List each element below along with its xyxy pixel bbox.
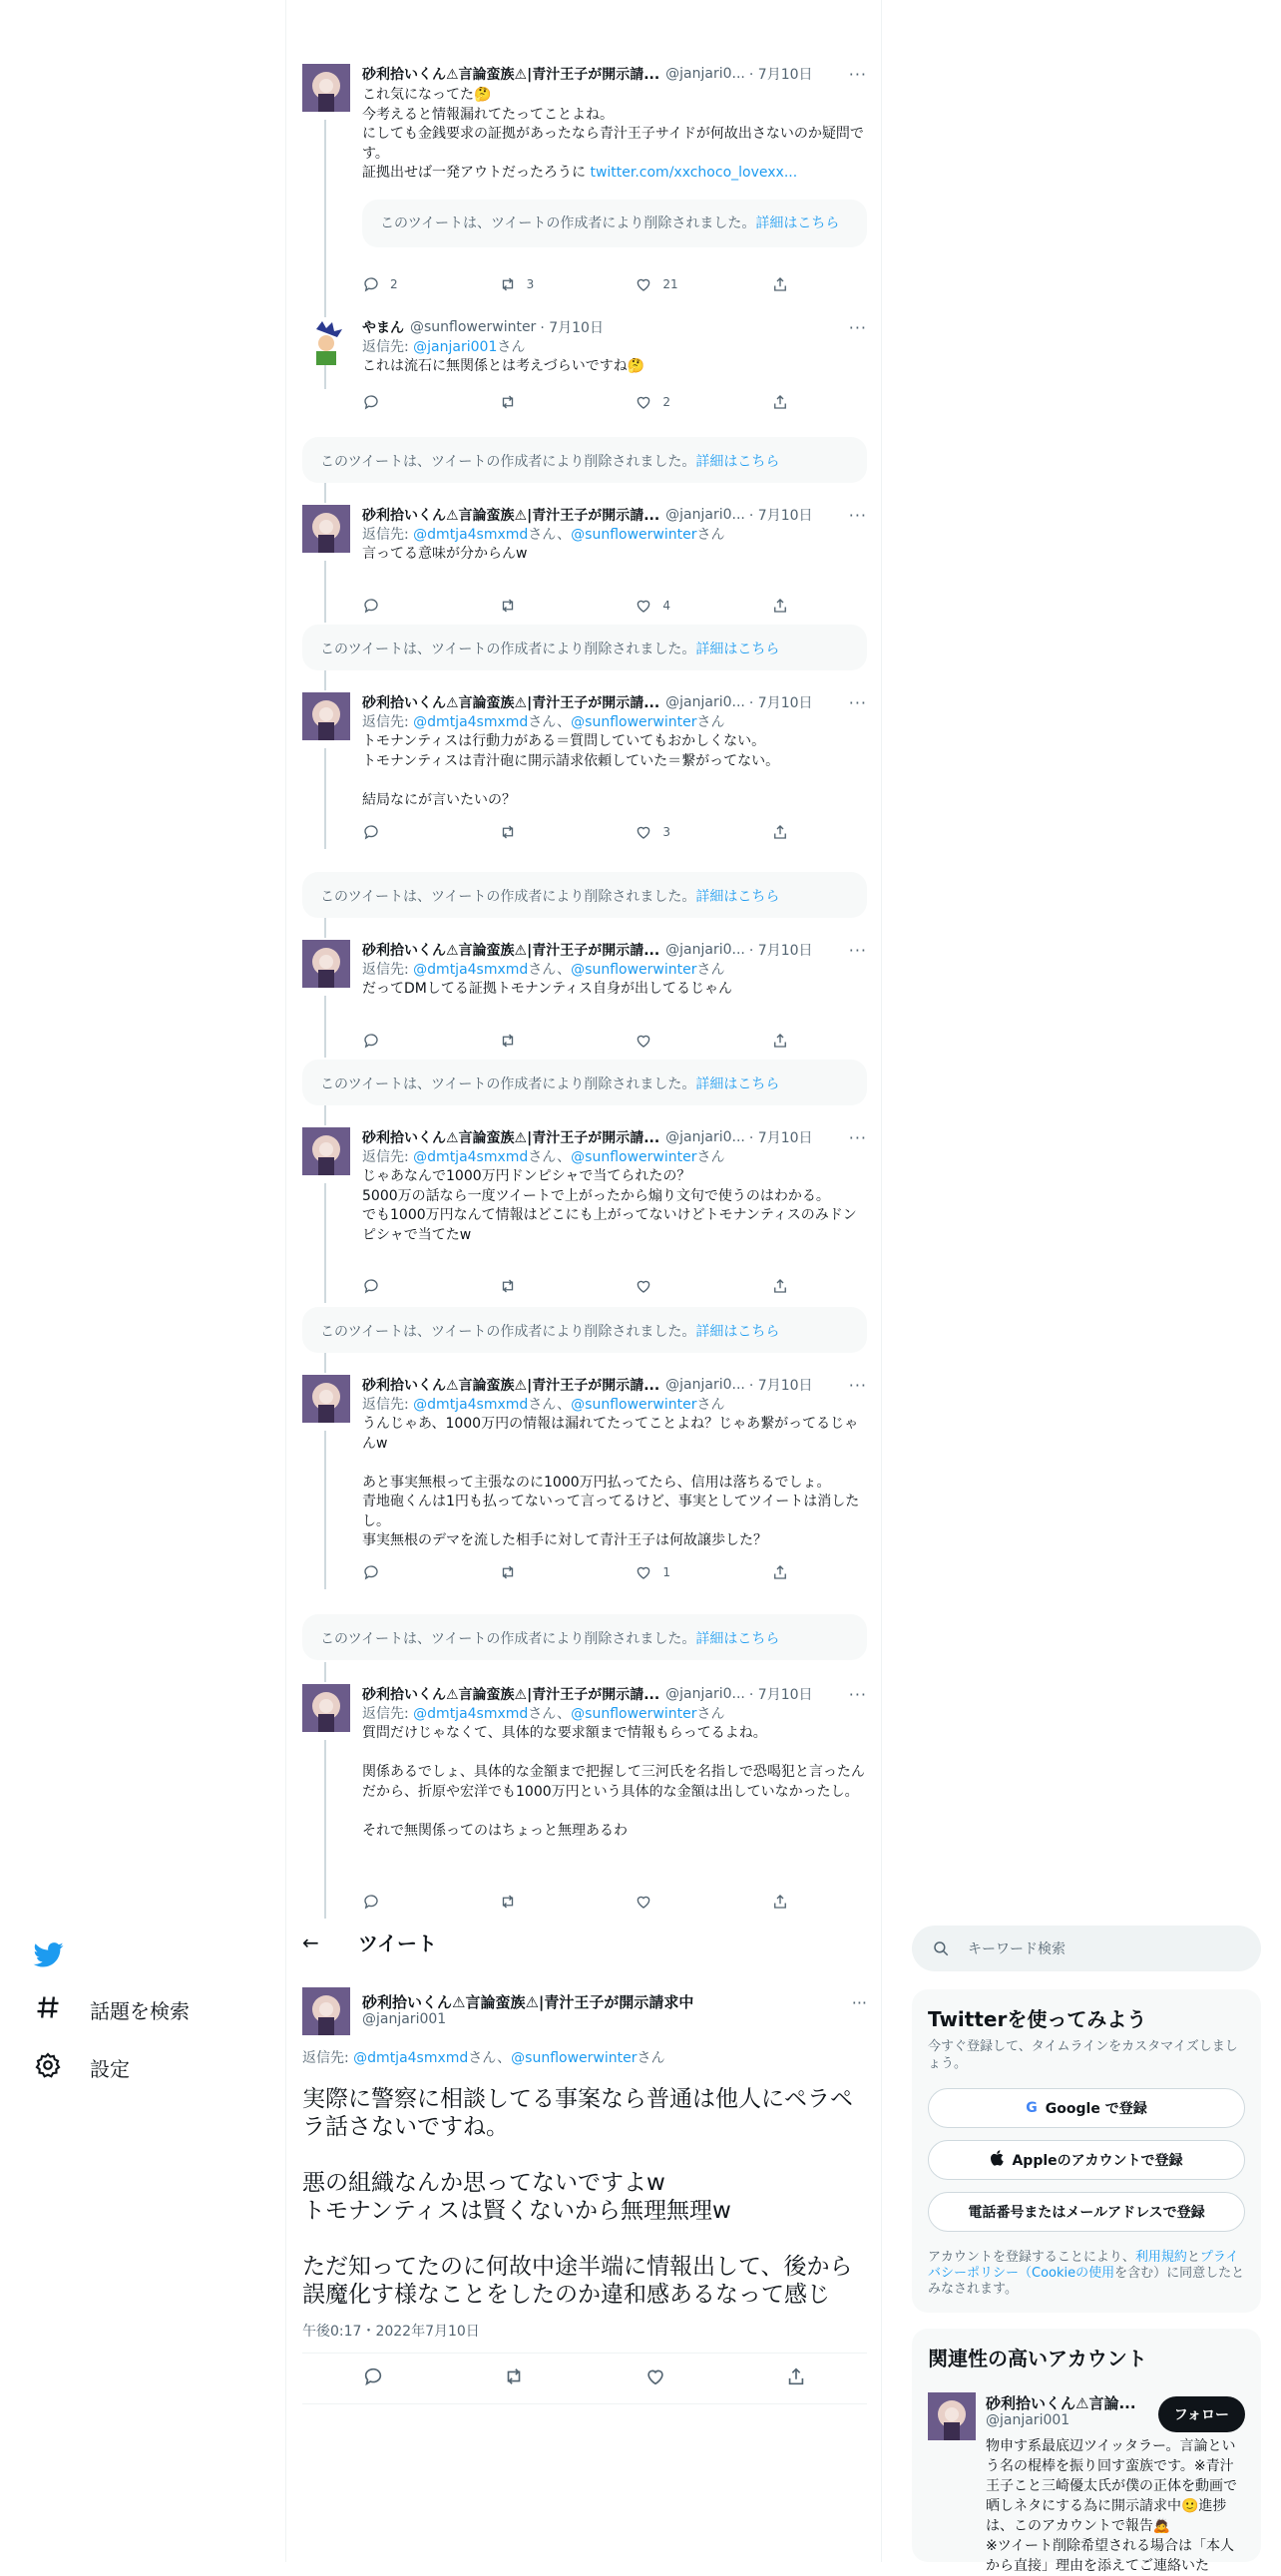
heart-icon xyxy=(644,2365,666,2387)
nav-explore-label: 話題を検索 xyxy=(90,1999,190,2023)
share-button[interactable] xyxy=(771,1563,801,1581)
details-link[interactable]: 詳細はこちら xyxy=(695,1076,780,1092)
deleted-text: このツイートは、ツイートの作成者により削除されました。 xyxy=(320,454,696,470)
details-link[interactable]: 詳細はこちら xyxy=(695,454,780,470)
tweet-actions xyxy=(362,1893,801,1911)
author-handle[interactable]: @janjari0... xyxy=(665,66,745,82)
deleted-text: このツイートは、ツイートの作成者により削除されました。 xyxy=(320,1324,696,1340)
share-button[interactable] xyxy=(785,2365,807,2391)
avatar[interactable] xyxy=(302,317,350,365)
more-icon[interactable]: ··· xyxy=(848,1127,867,1147)
reply-prefix: 返信先: xyxy=(362,1149,414,1165)
reply-suffix: さん xyxy=(497,339,526,355)
like-button[interactable] xyxy=(635,1563,744,1581)
thread-line xyxy=(324,670,326,690)
reply-button[interactable] xyxy=(362,823,472,841)
related-title: 関連性の高いアカウント xyxy=(928,2347,1147,2370)
reply-context xyxy=(362,1395,867,1415)
like-count: 2 xyxy=(662,395,670,409)
signup-subtitle: 今すぐ登録して、タイムラインをカスタマイズしましょう。 xyxy=(928,2039,1238,2071)
deleted-tweet-notice[interactable] xyxy=(302,1614,867,1660)
legal-prefix: アカウントを登録することにより、 xyxy=(928,2250,1135,2265)
timeline xyxy=(285,0,882,2562)
details-link[interactable]: 詳細はこちら xyxy=(695,1324,780,1340)
search-input[interactable] xyxy=(912,1926,1261,1971)
share-icon xyxy=(771,1277,789,1295)
tweet-actions xyxy=(362,823,801,841)
reply-user-link[interactable]: @dmtja4smxmd xyxy=(413,527,529,543)
thread-line xyxy=(324,1353,326,1373)
thread-line xyxy=(324,1183,326,1303)
reply-context xyxy=(362,337,867,357)
reply-user-link[interactable]: @dmtja4smxmd xyxy=(413,1397,529,1413)
reply-separator: さん、 xyxy=(528,1149,572,1165)
tweet-date[interactable]: · 7月10日 xyxy=(748,1378,813,1394)
reply-user-link[interactable]: @sunflowerwinter xyxy=(571,1397,697,1413)
thread-line xyxy=(324,1740,326,1919)
author-handle[interactable]: @janjari001 xyxy=(362,2011,447,2027)
reply-count: 2 xyxy=(390,277,398,291)
reply-icon xyxy=(362,823,380,841)
avatar[interactable] xyxy=(928,2392,976,2440)
heart-icon xyxy=(635,393,652,411)
author-handle[interactable]: @sunflowerwinter xyxy=(410,319,537,335)
nav-settings-label: 設定 xyxy=(90,2057,130,2081)
reply-suffix: さん xyxy=(696,1149,725,1165)
heart-icon xyxy=(635,275,652,293)
tweet-text: これ気になってた🤔 今考えると情報漏れてたってことよね。 にしても金銭要求の証拠があったなら青汁王子サイドが何故出さないのか疑問です。 証拠出せば一発アウトだったろうに xyxy=(362,87,864,181)
retweet-button[interactable] xyxy=(499,1893,609,1911)
deleted-tweet-notice[interactable] xyxy=(302,1307,867,1353)
author-handle[interactable]: @janjari0... xyxy=(665,1129,745,1145)
retweet-icon xyxy=(499,1563,517,1581)
tweet-date[interactable]: · 7月10日 xyxy=(748,67,813,83)
back-arrow-icon[interactable]: ← xyxy=(302,1930,319,1954)
deleted-tweet-notice[interactable] xyxy=(302,625,867,670)
apple-signup-button[interactable] xyxy=(928,2140,1245,2180)
avatar[interactable] xyxy=(302,505,350,553)
apple-icon xyxy=(990,2150,1004,2170)
reply-user-link[interactable]: @sunflowerwinter xyxy=(571,1149,697,1165)
tweet-text: じゃあなんで1000万円ドンピシャで当てられたの？ 5000万の話なら一度ツイートで上がったから煽り文句で使うのはわかる。 でも1000万円なんて情報はどこにも上がってないけどトモナンティスのみドンピシャで当てたw xyxy=(362,1168,857,1243)
tweet-date[interactable]: · 7月10日 xyxy=(748,1130,813,1146)
reply-suffix: さん xyxy=(696,1397,725,1413)
thread-line xyxy=(324,1105,326,1125)
tweet-actions xyxy=(362,393,801,411)
deleted-tweet-notice[interactable] xyxy=(302,1060,867,1105)
quoted-deleted-tweet[interactable] xyxy=(362,200,867,247)
reply-suffix: さん xyxy=(696,962,725,978)
reply-context xyxy=(362,712,867,732)
share-button[interactable] xyxy=(771,393,801,411)
reply-prefix: 返信先: xyxy=(302,2050,354,2066)
author-handle[interactable]: @janjari0... xyxy=(665,694,745,710)
heart-icon xyxy=(635,1277,652,1295)
page-title: ツイート xyxy=(358,1932,437,1955)
legal-and: と xyxy=(1186,2250,1200,2265)
reply-suffix: さん xyxy=(696,527,725,543)
reply-button[interactable] xyxy=(362,1893,472,1911)
related-account-handle[interactable]: @janjari001 xyxy=(986,2412,1070,2428)
share-icon xyxy=(771,1893,789,1911)
tweet-actions xyxy=(362,1032,801,1050)
reply-user-link[interactable]: @sunflowerwinter xyxy=(571,714,697,730)
reply-separator: さん、 xyxy=(468,2050,512,2066)
more-icon[interactable]: ··· xyxy=(848,692,867,712)
thread-line xyxy=(324,1431,326,1589)
reply-user-link[interactable]: @dmtja4smxmd xyxy=(413,714,529,730)
reply-button[interactable] xyxy=(362,393,472,411)
reply-icon xyxy=(362,1277,380,1295)
gear-icon xyxy=(34,2051,62,2084)
reply-separator: さん、 xyxy=(528,1397,572,1413)
reply-prefix: 返信先: xyxy=(362,339,414,355)
tweet-date[interactable]: · 7月10日 xyxy=(748,508,813,524)
heart-icon xyxy=(635,1563,652,1581)
hashtag-icon xyxy=(34,1993,62,2026)
search-icon xyxy=(932,1939,950,1957)
tweet-date[interactable]: · 7月10日 xyxy=(540,320,604,336)
author-name[interactable]: 砂利拾いくん⚠言論蛮族⚠|青汁王子が開示請... xyxy=(362,508,660,524)
avatar[interactable] xyxy=(302,64,350,112)
reply-button[interactable] xyxy=(362,1032,472,1050)
reply-prefix: 返信先: xyxy=(362,714,414,730)
author-name[interactable]: 砂利拾いくん⚠言論蛮族⚠|青汁王子が開示請... xyxy=(362,1687,660,1703)
like-button[interactable] xyxy=(635,597,744,615)
share-button[interactable] xyxy=(771,275,801,293)
retweet-icon xyxy=(499,823,517,841)
tweet-text: 言ってる意味が分からんw xyxy=(362,546,528,562)
like-count: 4 xyxy=(662,598,670,613)
tweet-date[interactable]: · 7月10日 xyxy=(748,943,813,959)
reply-button[interactable] xyxy=(362,1277,472,1295)
reply-icon xyxy=(362,275,380,293)
main-tweet-actions xyxy=(302,2353,867,2404)
heart-icon xyxy=(635,1893,652,1911)
privacy-link[interactable]: プライバシーポリシー（Cookieの使用 xyxy=(928,2250,1239,2281)
reply-icon xyxy=(362,1893,380,1911)
tweet-actions xyxy=(362,1277,801,1295)
like-count: 1 xyxy=(662,1565,670,1579)
reply-user-link[interactable]: @dmtja4smxmd xyxy=(353,2050,469,2066)
author-handle[interactable]: @janjari0... xyxy=(665,1377,745,1393)
retweet-icon xyxy=(499,597,517,615)
signup-card xyxy=(912,1989,1261,2313)
tweet-date[interactable]: · 7月10日 xyxy=(748,1687,813,1703)
reply-icon xyxy=(362,1563,380,1581)
author-name[interactable]: 砂利拾いくん⚠言論蛮族⚠|青汁王子が開示請... xyxy=(362,1130,660,1146)
retweet-icon xyxy=(499,1893,517,1911)
avatar[interactable] xyxy=(302,940,350,988)
like-button[interactable] xyxy=(635,1032,744,1050)
search-placeholder: キーワード検索 xyxy=(968,1941,1066,1957)
related-accounts-card xyxy=(912,2329,1261,2574)
reply-user-link[interactable]: @dmtja4smxmd xyxy=(413,1149,529,1165)
reply-user-link[interactable]: @sunflowerwinter xyxy=(571,962,697,978)
share-icon xyxy=(771,275,789,293)
google-signup-label: Google で登録 xyxy=(1045,2101,1147,2117)
nav-settings[interactable] xyxy=(34,2051,130,2084)
signup-title: Twitterを使ってみよう xyxy=(928,2007,1147,2031)
heart-icon xyxy=(635,597,652,615)
author-handle[interactable]: @janjari0... xyxy=(665,942,745,958)
like-button[interactable] xyxy=(635,1277,744,1295)
like-button[interactable] xyxy=(635,823,744,841)
reply-suffix: さん xyxy=(696,1706,725,1722)
details-link[interactable]: 詳細はこちら xyxy=(755,215,840,231)
google-icon: G xyxy=(1026,2100,1038,2116)
retweet-button[interactable] xyxy=(499,1563,609,1581)
retweet-icon xyxy=(499,1032,517,1050)
reply-prefix: 返信先: xyxy=(362,962,414,978)
detail-header xyxy=(286,1916,883,1968)
reply-context xyxy=(362,1147,867,1167)
legal-notice xyxy=(928,2250,1245,2298)
deleted-text: このツイートは、ツイートの作成者により削除されました。 xyxy=(320,642,696,657)
related-account-name[interactable]: 砂利拾いくん⚠言論... xyxy=(986,2394,1136,2412)
like-button[interactable] xyxy=(635,1893,744,1911)
share-icon xyxy=(771,393,789,411)
tweet-text: これは流石に無関係とは考えづらいですね🤔 xyxy=(362,358,645,374)
tweet-text: うんじゃあ、1000万円の情報は漏れてたってことよね？じゃあ繋がってるじゃんw あと事実無根って主張なのに1000万円払ってたら、信用は落ちるでしょ。 青地砲くんは1円も払ってないって言ってるけど、事実としてツイートは消したし。 事実無根のデマを流した相手に対して青汁王子は何故譲歩した？ xyxy=(362,1416,860,1548)
thread-line xyxy=(324,748,326,849)
tweet-text: トモナンティスは行動力がある＝質問していてもおかしくない。 トモナンティスは青汁砲に開示請求依頼していた＝繋がってない。 結局なにが言いたいの？ xyxy=(362,733,780,808)
thread-line xyxy=(324,918,326,938)
phone-email-signup-label: 電話番号またはメールアドレスで登録 xyxy=(968,2205,1205,2221)
retweet-button[interactable] xyxy=(499,275,609,293)
tweet-date[interactable]: · 7月10日 xyxy=(748,695,813,711)
reply-separator: さん、 xyxy=(528,527,572,543)
author-handle[interactable]: @janjari0... xyxy=(665,1686,745,1702)
tweet-timestamp[interactable]: 午後0:17・2022年7月10日 xyxy=(302,2324,480,2340)
like-count: 3 xyxy=(662,824,670,839)
retweet-icon xyxy=(503,2365,525,2387)
reply-button[interactable] xyxy=(362,275,472,293)
reply-separator: さん、 xyxy=(528,962,572,978)
author-handle[interactable]: @janjari0... xyxy=(665,507,745,523)
reply-separator: さん、 xyxy=(528,714,572,730)
details-link[interactable]: 詳細はこちら xyxy=(695,1631,780,1647)
author-name[interactable]: やまん xyxy=(362,320,404,336)
avatar[interactable] xyxy=(302,1684,350,1732)
share-button[interactable] xyxy=(771,1277,801,1295)
reply-context xyxy=(302,2047,664,2067)
reply-suffix: さん xyxy=(696,714,725,730)
reply-user-link[interactable]: @dmtja4smxmd xyxy=(413,1706,529,1722)
more-icon[interactable]: ··· xyxy=(848,317,867,337)
phone-email-signup-button[interactable] xyxy=(928,2192,1245,2232)
avatar[interactable] xyxy=(302,1127,350,1175)
reply-user-link[interactable]: @sunflowerwinter xyxy=(571,1706,697,1722)
reply-button[interactable] xyxy=(362,597,472,615)
author-name[interactable]: 砂利拾いくん⚠言論蛮族⚠|青汁王子が開示請... xyxy=(362,67,660,83)
more-icon[interactable]: ··· xyxy=(848,940,867,960)
related-account-bio: 物申す系最底辺ツイッタラー。言論という名の棍棒を振り回す蛮族です。※青汁王子こと三崎優太氏が僕の正体を動画で晒しネタにする為に開示請求中🙂進捗は、このアカウントで報告🙇 ※ツイート削除希望される場合は「本人から直接」理由を添えてご連絡いた xyxy=(986,2438,1237,2574)
reply-prefix: 返信先: xyxy=(362,1397,414,1413)
deleted-tweet-notice[interactable] xyxy=(302,872,867,918)
heart-icon xyxy=(635,1032,652,1050)
share-icon xyxy=(771,1563,789,1581)
share-button[interactable] xyxy=(771,1032,801,1050)
deleted-tweet-notice[interactable] xyxy=(302,437,867,483)
retweet-button[interactable] xyxy=(499,1277,609,1295)
retweet-button[interactable] xyxy=(503,2365,525,2391)
more-icon[interactable]: ··· xyxy=(848,505,867,525)
avatar[interactable] xyxy=(302,692,350,740)
quoted-deleted-text: このツイートは、ツイートの作成者により削除されました。 xyxy=(380,215,756,231)
retweet-button[interactable] xyxy=(499,1032,609,1050)
reply-user-link[interactable]: @dmtja4smxmd xyxy=(413,962,529,978)
heart-icon xyxy=(635,823,652,841)
thread-line xyxy=(324,996,326,1058)
deleted-text: このツイートは、ツイートの作成者により削除されました。 xyxy=(320,1631,696,1647)
retweet-icon xyxy=(499,275,517,293)
retweet-button[interactable] xyxy=(499,393,609,411)
share-icon xyxy=(771,1032,789,1050)
like-button[interactable] xyxy=(635,275,744,293)
reply-prefix: 返信先: xyxy=(362,1706,414,1722)
tweet-text: だってDMしてる証拠トモナンティス自身が出してるじゃん xyxy=(362,981,733,997)
more-icon[interactable]: ··· xyxy=(848,1684,867,1704)
share-button[interactable] xyxy=(771,823,801,841)
author-name[interactable]: 砂利拾いくん⚠言論蛮族⚠|青汁王子が開示請... xyxy=(362,695,660,711)
reply-button[interactable] xyxy=(362,1563,472,1581)
retweet-count: 3 xyxy=(526,277,535,291)
thread-line xyxy=(324,1662,326,1682)
author-name[interactable]: 砂利拾いくん⚠言論蛮族⚠|青汁王子が開示請求中 xyxy=(362,1993,694,2011)
share-button[interactable] xyxy=(771,597,801,615)
more-icon[interactable]: ··· xyxy=(848,64,867,84)
more-icon[interactable]: ··· xyxy=(848,1375,867,1395)
follow-button[interactable]: フォロー xyxy=(1158,2396,1245,2432)
share-icon xyxy=(771,823,789,841)
reply-icon xyxy=(362,393,380,411)
details-link[interactable]: 詳細はこちら xyxy=(695,889,780,905)
retweet-icon xyxy=(499,393,517,411)
reply-suffix: さん xyxy=(637,2050,665,2066)
thread-line xyxy=(324,483,326,503)
reply-button[interactable] xyxy=(362,2365,384,2391)
details-link[interactable]: 詳細はこちら xyxy=(695,642,780,657)
avatar[interactable] xyxy=(302,1987,350,2035)
share-button[interactable] xyxy=(771,1893,801,1911)
nav-explore[interactable] xyxy=(34,1993,190,2026)
google-signup-button[interactable] xyxy=(928,2088,1245,2128)
reply-context xyxy=(362,1704,867,1724)
reply-user-link[interactable]: @sunflowerwinter xyxy=(511,2050,638,2066)
reply-icon xyxy=(362,1032,380,1050)
reply-icon xyxy=(362,597,380,615)
retweet-icon xyxy=(499,1277,517,1295)
retweet-button[interactable] xyxy=(499,823,609,841)
reply-context xyxy=(362,525,867,545)
reply-context xyxy=(362,960,867,980)
like-count: 21 xyxy=(662,277,678,291)
terms-link[interactable]: 利用規約 xyxy=(1134,2250,1187,2265)
deleted-text: このツイートは、ツイートの作成者により削除されました。 xyxy=(320,889,696,905)
tweet-link[interactable]: twitter.com/xxchoco_lovexx... xyxy=(590,165,798,181)
share-icon xyxy=(785,2365,807,2387)
reply-separator: さん、 xyxy=(528,1706,572,1722)
author-name[interactable]: 砂利拾いくん⚠言論蛮族⚠|青汁王子が開示請... xyxy=(362,1378,660,1394)
apple-signup-label: Appleのアカウントで登録 xyxy=(1012,2153,1183,2169)
like-button[interactable] xyxy=(644,2365,666,2391)
legal-suffix: を含む）に同意したとみなされます。 xyxy=(928,2266,1245,2297)
reply-prefix: 返信先: xyxy=(362,527,414,543)
retweet-button[interactable] xyxy=(499,597,609,615)
reply-user-link[interactable]: @janjari001 xyxy=(413,339,498,355)
reply-user-link[interactable]: @sunflowerwinter xyxy=(571,527,697,543)
tweet-actions xyxy=(362,1563,801,1581)
main-tweet-text: 実際に警察に相談してる事案なら普通は他人にペラペラ話さないですね。 悪の組織なんか思ってないですよw トモナンティスは賢くないから無理無理w ただ知ってたのに何故中途半端に情報出して、後から誤魔化す様なことをしたのか違和感あるなって感じ xyxy=(302,2086,853,2308)
more-icon[interactable]: ··· xyxy=(851,1993,867,2012)
deleted-text: このツイートは、ツイートの作成者により削除されました。 xyxy=(320,1076,696,1092)
thread-line xyxy=(324,561,326,623)
twitter-logo-icon[interactable] xyxy=(34,1939,64,1973)
share-icon xyxy=(771,597,789,615)
tweet-actions xyxy=(362,275,801,293)
tweet-text: 質問だけじゃなくて、具体的な要求額まで情報もらってるよね。 関係あるでしょ、具体的な金額まで把握して三河氏を名指しで恐喝犯と言ったんだから、折原や宏洋でも1000万円という具体的な金額は出していなかったし。 それで無関係ってのはちょっと無理あるわ xyxy=(362,1725,865,1839)
tweet-actions xyxy=(362,597,801,615)
reply-icon xyxy=(362,2365,384,2387)
like-button[interactable] xyxy=(635,393,744,411)
author-name[interactable]: 砂利拾いくん⚠言論蛮族⚠|青汁王子が開示請... xyxy=(362,943,660,959)
avatar[interactable] xyxy=(302,1375,350,1423)
